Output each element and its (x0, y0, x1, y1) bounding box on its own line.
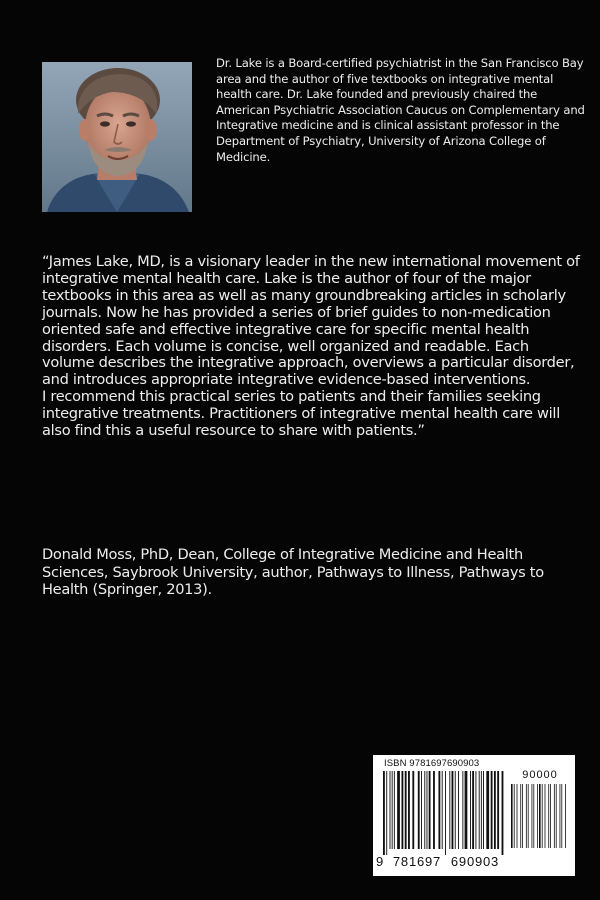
barcode-bar (445, 771, 446, 855)
barcode-bar (539, 784, 541, 848)
barcode-bar (412, 771, 414, 849)
barcode-bar (483, 771, 484, 849)
barcode-bar (517, 784, 518, 848)
quote-paragraph: I recommend this practical series to patients and their families seeking integrative treatments. Practitioners of integrative mental health care will also find this a useful resource to share with patients.” (42, 388, 560, 440)
ean-left-digits: 781697 (392, 854, 442, 869)
barcode-bar (465, 771, 468, 849)
barcode-bar (383, 771, 385, 855)
barcode-bar (497, 771, 499, 849)
barcode-bar (565, 784, 566, 848)
barcode-bar (554, 784, 555, 848)
author-bio: Dr. Lake is a Board-certified psychiatrist in the San Francisco Bay area and the author of five textbooks on integrative mental health care. Dr. Lake founded and previously chaired the American Psychiatric Association Caucus on Complementary and Integrative medicine and is clinical assistant professor in the Department of Psychiatry, University of Arizona College of Medicine. (216, 56, 585, 164)
barcode-bar (433, 771, 435, 849)
barcode-bar (532, 784, 533, 848)
price-addon-digits: 90000 (522, 769, 558, 781)
barcode-bar (386, 771, 387, 855)
author-photo (42, 62, 192, 212)
barcode-bar (560, 784, 561, 848)
barcode-bar (408, 771, 410, 849)
barcode-bar (392, 771, 393, 849)
quote-attribution: Donald Moss, PhD, Dean, College of Integrative Medicine and Health Sciences, Saybrook University, author, Pathways to Illness, Pathways to Health (Springer, 2013). (42, 546, 544, 598)
barcode-bar (424, 771, 425, 849)
barcode-bar (449, 771, 450, 849)
barcode-bar (550, 784, 551, 848)
barcode-bar (502, 771, 504, 855)
barcode-bar (470, 771, 471, 849)
barcode-bar (481, 771, 482, 849)
barcode-bar (511, 784, 513, 848)
barcode-bar (421, 771, 422, 849)
isbn-barcode (373, 755, 575, 876)
barcode-bar (533, 784, 534, 848)
quote-paragraph: “James Lake, MD, is a visionary leader in the new international movement of integrative mental health care. Lake is the author of four of the major textbooks in this area as well as many groundbreaking articles in scholarly journals. Now he has provided a series of brief guides to non-medication oriented safe and effective integrative care for specific mental health disorders. Each volume is concise, well organized and readable. Each volume describes the integrative approach, overviews a particular disorder, and introduces appropriate integrative evidence-based interventions. (42, 253, 580, 389)
barcode-bar (514, 784, 515, 848)
barcode-bar (472, 771, 474, 849)
barcode-bar (475, 771, 476, 849)
ean-right-digits: 690903 (450, 854, 500, 869)
barcode-bar (556, 784, 557, 848)
barcode-bar (486, 771, 489, 849)
barcode-bar (442, 771, 443, 849)
barcode-bar (491, 771, 493, 849)
addon-barcode-bars (511, 784, 569, 854)
barcode-bar (427, 771, 428, 849)
barcode-bar (542, 784, 543, 848)
author-portrait-icon (42, 62, 192, 212)
barcode-bar (405, 771, 407, 849)
ean-barcode-bars (383, 771, 507, 855)
endorsement-quote (42, 254, 582, 440)
isbn-label: ISBN 9781697690903 (384, 758, 480, 769)
barcode-bar (545, 784, 546, 848)
barcode-bar (401, 771, 403, 849)
barcode-bar (537, 784, 538, 848)
barcode-bar (528, 784, 529, 848)
barcode-bar (390, 771, 391, 849)
barcode-bar (548, 784, 549, 848)
barcode-bar (462, 771, 463, 849)
ean-first-digit: 9 (376, 854, 384, 869)
barcode-bar (522, 784, 523, 848)
barcode-bar (429, 771, 431, 849)
barcode-bar (455, 771, 456, 849)
barcode-bar (520, 784, 521, 848)
barcode-bar (458, 771, 459, 849)
barcode-bar (397, 771, 400, 849)
barcode-bar (418, 771, 420, 849)
barcode-bar (438, 771, 440, 849)
barcode-bar (561, 784, 562, 848)
barcode-bar (494, 771, 496, 849)
barcode-bar (394, 771, 395, 849)
barcode-bar (526, 784, 527, 848)
barcode-bar (452, 771, 454, 849)
barcode-bar (479, 771, 480, 849)
